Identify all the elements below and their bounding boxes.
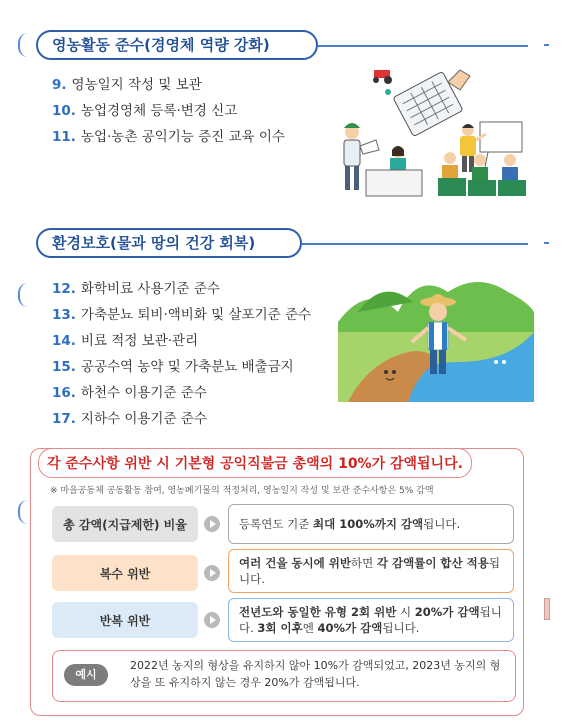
section1-divider-end — [544, 44, 549, 46]
list-item — [52, 73, 202, 93]
row-desc-total — [228, 504, 514, 544]
list-item — [52, 407, 207, 427]
item-number: 12. — [52, 281, 76, 297]
item-number: 15. — [52, 359, 76, 375]
section1-divider — [318, 45, 528, 47]
students-group — [438, 152, 526, 196]
example-badge: 예시 — [64, 664, 108, 686]
section2-divider-end — [544, 242, 549, 244]
list-item — [52, 125, 285, 145]
list-item — [52, 303, 311, 323]
desc-emphasis: 각 감액률이 합산 적용 — [376, 556, 489, 570]
side-decoration — [544, 598, 550, 620]
item-number: 17. — [52, 411, 76, 427]
row-label-repeat: 반복 위반 — [52, 602, 198, 638]
item-text: 농업경영체 등록·변경 신고 — [80, 103, 238, 119]
example-text: 2022년 농지의 형상을 유지하지 않아 10%가 감액되었고, 2023년 농지의 형상을 또 유지하지 않는 경우 20%가 감액됩니다. — [130, 659, 501, 689]
item-text: 농업·농촌 공익기능 증진 교육 이수 — [80, 129, 285, 145]
row-desc-multiple — [228, 549, 514, 593]
desc-text: 시 — [396, 605, 415, 619]
desc-emphasis: 여러 건을 동시에 위반 — [239, 556, 351, 570]
desc-text: 등록연도 기준 — [239, 517, 313, 531]
row-label-total: 총 감액(지급제한) 비율 — [52, 506, 198, 542]
item-number: 10. — [52, 103, 76, 119]
item-number: 11. — [52, 129, 76, 145]
item-text: 비료 적정 보관·관리 — [80, 333, 199, 349]
desc-text: 됩니다. — [239, 556, 500, 586]
desc-text: 하면 — [351, 556, 377, 570]
arrow-icon — [204, 612, 220, 628]
desc-emphasis: 20%가 감액 — [414, 605, 480, 619]
desc-emphasis: 3회 이후 — [257, 620, 303, 635]
desc-text: 됩니다. — [382, 620, 420, 635]
list-item — [52, 329, 198, 349]
desc-text: 엔 — [302, 620, 318, 635]
list-item — [52, 277, 220, 297]
desk-clerk-figure — [366, 146, 422, 196]
notice-note: ※ 마을공동체 공동활동 참여, 영농폐기물의 적정처리, 영농일지 작성 및 보관 준수사항은 5% 감액 — [50, 486, 434, 496]
list-item — [52, 381, 207, 401]
notice-title: 각 준수사항 위반 시 기본형 공익직불금 총액의 10%가 감액됩니다. — [38, 448, 472, 478]
item-number: 16. — [52, 385, 76, 401]
item-number: 14. — [52, 333, 76, 349]
list-item — [52, 99, 237, 119]
section2-divider — [302, 243, 528, 245]
item-text: 지하수 이용기준 준수 — [80, 411, 207, 427]
row-desc-repeat — [228, 598, 514, 642]
desc-emphasis: 전년도와 동일한 유형 2회 위반 — [239, 605, 397, 619]
section2-bracket — [18, 283, 28, 307]
item-text: 공공수역 농약 및 가축분뇨 배출금지 — [80, 359, 294, 375]
section1-bracket — [18, 33, 28, 57]
desc-text: 됩니다. — [423, 517, 461, 531]
item-text: 화학비료 사용기준 준수 — [80, 281, 220, 297]
arrow-icon — [204, 516, 220, 532]
farm-education-illustration — [330, 62, 530, 202]
item-text: 영농일지 작성 및 보관 — [71, 77, 202, 93]
item-number: 9. — [52, 77, 67, 93]
notice-bracket — [18, 500, 28, 524]
leaf-icon — [385, 89, 391, 95]
desc-emphasis: 최대 100%까지 감액 — [312, 517, 424, 531]
environment-illustration — [338, 262, 534, 402]
item-number: 13. — [52, 307, 76, 323]
clipboard-icon — [393, 70, 470, 137]
tractor-icon — [373, 70, 392, 84]
section2-title: 환경보호(물과 땅의 건강 회복) — [36, 228, 302, 258]
row-label-multiple: 복수 위반 — [52, 555, 198, 591]
desc-text: 됩니다. — [239, 605, 502, 635]
item-text: 가축분뇨 퇴비·액비화 및 살포기준 준수 — [80, 307, 312, 323]
section1-title: 영농활동 준수(경영체 역량 강화) — [36, 30, 318, 60]
arrow-icon — [204, 565, 220, 581]
list-item — [52, 355, 294, 375]
item-text: 하천수 이용기준 준수 — [80, 385, 207, 401]
desc-emphasis: 40%가 감액 — [317, 620, 383, 635]
